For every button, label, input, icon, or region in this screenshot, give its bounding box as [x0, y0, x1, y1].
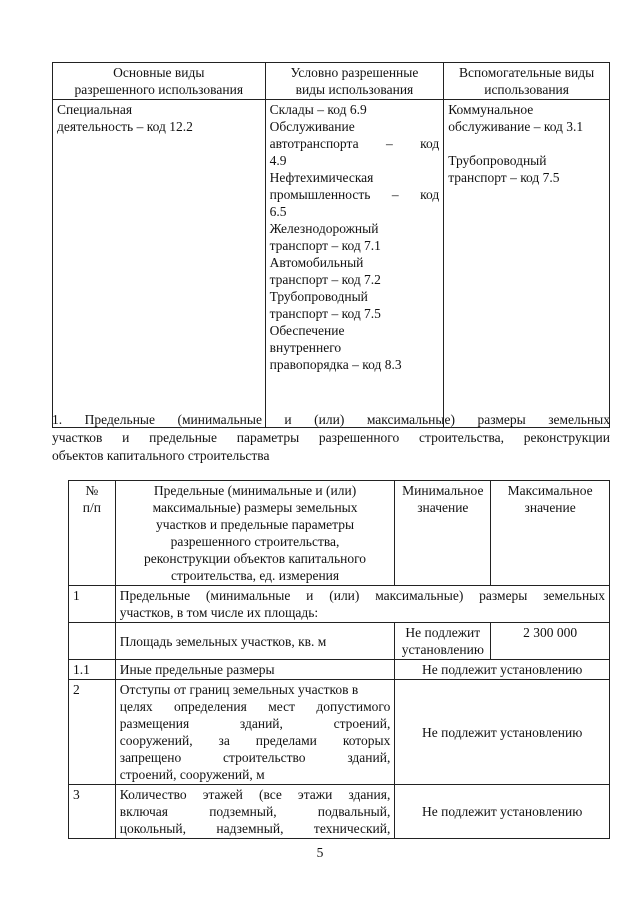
cell-line: запрещено строительство зданий, — [119, 750, 391, 765]
table-row — [69, 680, 610, 785]
header-line: Минимальное — [402, 483, 484, 498]
cell-line: Трубопроводный — [269, 289, 368, 304]
cell-line: внутреннего — [269, 340, 342, 355]
header-min-value — [395, 481, 491, 586]
header-line: Максимальное — [507, 483, 593, 498]
cell-line: правопорядка – код 8.3 — [269, 357, 402, 372]
paragraph-line: 1. Предельные (минимальные и (или) максимальные) размеры земельных — [52, 412, 610, 427]
header-line: значение — [524, 500, 576, 515]
row-text — [115, 680, 395, 785]
cell-line: Железнодорожный — [269, 221, 379, 236]
header-line: значение — [417, 500, 469, 515]
land-use-body-row — [53, 100, 610, 428]
cell-line: Отступы от границ земельных участков в — [119, 682, 359, 697]
cell-line: транспорт – код 7.5 — [448, 170, 560, 185]
cell-line: Площадь земельных участков, кв. м — [119, 633, 327, 649]
row-number: 1.1 — [69, 660, 116, 680]
row-number — [69, 623, 116, 660]
section-paragraph — [52, 411, 610, 465]
land-use-header-row — [53, 63, 610, 100]
cell-line: Не подлежит — [405, 625, 481, 640]
row-text — [115, 586, 609, 623]
cell-line: обслуживание – код 3.1 — [448, 119, 584, 134]
main-uses-cell — [53, 100, 266, 428]
header-max-value — [491, 481, 610, 586]
cell-line — [448, 135, 605, 152]
header-line: Условно разрешенные — [290, 65, 419, 80]
land-use-table — [52, 62, 610, 428]
limits-table — [68, 480, 610, 839]
cell-line: транспорт – код 7.2 — [269, 272, 381, 287]
cell-line: Обеспечение — [269, 323, 345, 338]
cell-line: автотранспорта – код — [269, 136, 440, 151]
header-line: участков и предельные параметры — [156, 517, 355, 532]
cell-line: Автомобильный — [269, 255, 364, 270]
cell-line: сооружений, за пределами которых — [119, 733, 391, 748]
header-line: реконструкции объектов капитального — [144, 551, 367, 566]
row-value: Не подлежит установлению — [395, 785, 610, 839]
header-line: максимальные) размеры земельных — [152, 500, 358, 515]
cell-line: включая подземный, подвальный, — [119, 804, 391, 819]
cell-line: Коммунальное — [448, 102, 534, 117]
row-max-value: 2 300 000 — [491, 623, 610, 660]
cell-line: транспорт – код 7.5 — [269, 306, 381, 321]
paragraph-line: объектов капитального строительства — [52, 448, 270, 463]
header-line: Предельные (минимальные и (или) — [153, 483, 357, 498]
cell-line: деятельность – код 12.2 — [57, 119, 193, 134]
header-number — [69, 481, 116, 586]
header-main-uses — [53, 63, 266, 100]
row-text — [115, 623, 395, 660]
header-line: № — [85, 483, 99, 498]
header-line: разрешенного строительства, — [170, 534, 340, 549]
table-row — [69, 785, 610, 839]
row-number: 3 — [69, 785, 116, 839]
row-text — [115, 785, 395, 839]
cell-line: Количество этажей (все этажи здания, — [119, 787, 391, 802]
header-line: п/п — [82, 500, 101, 515]
cell-line: 4.9 — [269, 153, 287, 168]
table-row — [69, 660, 610, 680]
row-number: 1 — [69, 586, 116, 623]
conditional-uses-cell — [265, 100, 444, 428]
cell-line: промышленность – код — [269, 187, 440, 202]
header-line: использования — [484, 82, 569, 97]
cell-line: Иные предельные размеры — [119, 662, 275, 677]
cell-line: размещения зданий, строений, — [119, 716, 391, 731]
cell-line: Специальная — [57, 102, 133, 117]
row-text — [115, 660, 395, 680]
row-value: Не подлежит установлению — [395, 660, 610, 680]
auxiliary-uses-cell — [444, 100, 610, 428]
header-parameter — [115, 481, 395, 586]
header-line: Основные виды — [113, 65, 205, 80]
cell-line: Нефтехимическая — [269, 170, 374, 185]
cell-line: Обслуживание — [269, 119, 355, 134]
cell-line: транспорт – код 7.1 — [269, 238, 381, 253]
table-row — [69, 586, 610, 623]
page-number: 5 — [316, 845, 324, 860]
cell-line: Трубопроводный — [448, 153, 547, 168]
table-row — [69, 623, 610, 660]
cell-line: строений, сооружений, м — [119, 767, 265, 782]
cell-line: Склады – код 6.9 — [269, 102, 367, 117]
row-value: Не подлежит установлению — [395, 680, 610, 785]
row-number: 2 — [69, 680, 116, 785]
header-line: строительства, ед. измерения — [170, 568, 340, 583]
cell-line: Предельные (минимальные и (или) максимальные) размеры земельных — [119, 588, 605, 603]
limits-header-row — [69, 481, 610, 586]
cell-line: 6.5 — [269, 204, 287, 219]
cell-line: целях определения мест допустимого — [119, 699, 391, 714]
header-line: разрешенного использования — [74, 82, 244, 97]
header-auxiliary-uses — [444, 63, 610, 100]
header-line: Вспомогательные виды — [459, 65, 595, 80]
row-min-value — [395, 623, 491, 660]
paragraph-line: участков и предельные параметры разрешенного строительства, реконструкции — [52, 430, 610, 445]
header-line: виды использования — [295, 82, 414, 97]
cell-line: установлению — [401, 642, 484, 657]
cell-line: участков, в том числе их площадь: — [119, 605, 319, 620]
cell-line: цокольный, надземный, технический, — [119, 821, 391, 836]
header-conditional-uses — [265, 63, 444, 100]
